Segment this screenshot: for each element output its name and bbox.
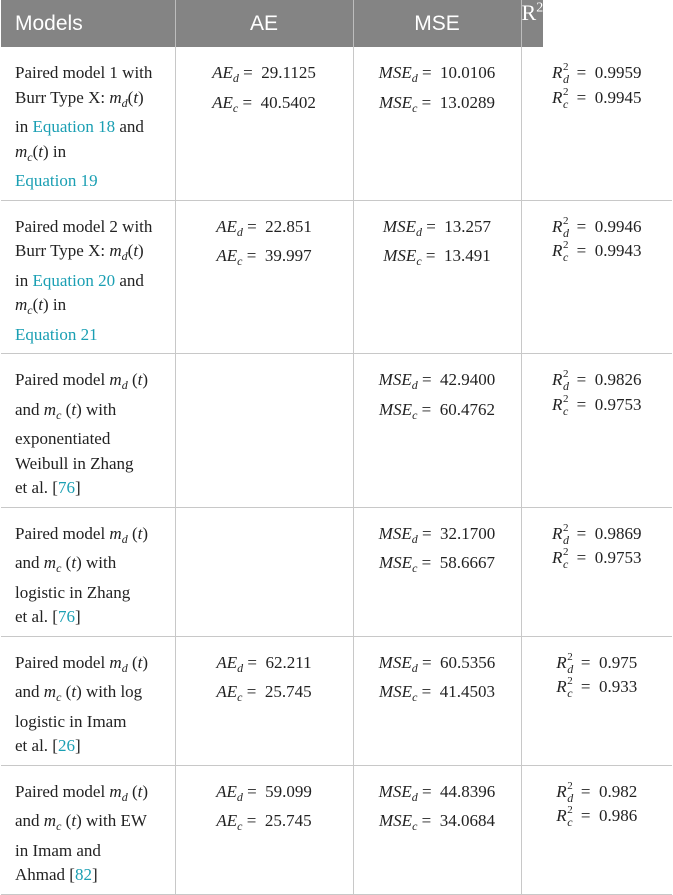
- model-line: Burr Type X: $m_d(t)$: [15, 241, 144, 263]
- mse-d-value: $MSE_d = 10.0106$: [378, 63, 496, 85]
- mse-c-value: $MSE_c = 13.491$: [383, 246, 491, 268]
- ae-d-value: $AE_d = 22.851$: [216, 216, 312, 239]
- mse-c-value: $MSE_c = 60.4762$: [379, 399, 495, 422]
- r2-c-value: R 2 c = 0.9753: [552, 392, 642, 418]
- r2-c-value: R 2 c = 0.9943: [552, 239, 642, 264]
- mse-cell: [353, 765, 521, 894]
- model-description: [1, 507, 175, 636]
- r2-cell: [521, 765, 672, 894]
- model-line: Equation 19: [15, 171, 98, 190]
- r2-d-value: R 2 d = 0.975: [556, 650, 638, 676]
- model-line: Paired model $m_d$ (t): [15, 370, 149, 392]
- ae-cell: [175, 636, 353, 765]
- r2-cell: [521, 47, 672, 200]
- r2-d-value: R 2 d = 0.982: [556, 779, 638, 805]
- model-line: $m_c(t)$ in: [15, 141, 67, 164]
- mse-d-value: $MSE_d = 60.5356$: [378, 652, 496, 675]
- header-models: Models: [1, 0, 175, 47]
- model-line: Paired model $m_d$ (t): [15, 652, 149, 675]
- ae-c-value: $AE_c = 25.745$: [216, 811, 312, 833]
- r2-cell: [521, 636, 672, 765]
- model-line: and $m_c$ (t) with: [15, 399, 117, 422]
- model-line: Paired model $m_d$ (t): [15, 523, 149, 546]
- ae-cell: [175, 200, 353, 354]
- model-line: Burr Type X: $m_d(t)$: [15, 87, 144, 110]
- model-line: and $m_c$ (t) with: [15, 553, 117, 575]
- model-line: $m_c(t)$ in: [15, 295, 67, 317]
- table-row: [1, 200, 672, 354]
- ae-d-value: $AE_d = 29.1125$: [212, 63, 316, 85]
- header-row: [1, 0, 672, 47]
- ae-cell: [175, 47, 353, 200]
- r2-cell: [521, 507, 672, 636]
- mse-d-value: $MSE_d = 44.8396$: [378, 781, 496, 804]
- model-line: and $m_c$ (t) with EW: [15, 811, 147, 833]
- table-row: [1, 354, 672, 508]
- r2-c-value: R 2 c = 0.9945: [552, 85, 642, 111]
- mse-c-value: $MSE_c = 34.0684$: [379, 811, 495, 833]
- model-line: in Imam and: [15, 840, 101, 860]
- r2-c-value: R 2 c = 0.933: [556, 675, 638, 700]
- ae-c-value: $AE_c = 39.997$: [216, 246, 312, 268]
- table-row: [1, 636, 672, 765]
- table-row: [1, 47, 672, 200]
- table-row: [1, 507, 672, 636]
- mse-d-value: $MSE_d = 13.257$: [382, 216, 492, 239]
- table-row: [1, 765, 672, 894]
- mse-cell: [353, 507, 521, 636]
- mse-c-value: $MSE_c = 13.0289$: [379, 92, 495, 115]
- r2-d-value: R 2 d = 0.9826: [552, 368, 642, 393]
- r2-c-value: R 2 c = 0.9753: [552, 546, 642, 571]
- mse-cell: [353, 636, 521, 765]
- model-line: exponentiated: [15, 429, 111, 448]
- model-line: et al. [76]: [15, 478, 81, 497]
- model-line: Paired model $m_d$ (t): [15, 781, 149, 804]
- model-line: and $m_c$ (t) with log: [15, 682, 143, 704]
- model-line: et al. [26]: [15, 736, 81, 755]
- r2-c-value: R 2 c = 0.986: [556, 804, 638, 829]
- model-line: et al. [76]: [15, 607, 81, 626]
- r2-d-value: R 2 d = 0.9869: [552, 521, 642, 547]
- header-r2: $R^2$: [522, 0, 544, 47]
- model-line: Weibull in Zhang: [15, 453, 134, 473]
- model-description: [1, 765, 175, 894]
- model-description: [1, 47, 175, 200]
- mse-c-value: $MSE_c = 58.6667$: [379, 553, 495, 575]
- model-line: logistic in Zhang: [15, 582, 131, 602]
- model-line: Equation 21: [15, 324, 98, 344]
- mse-cell: [353, 200, 521, 354]
- ae-c-value: $AE_c = 40.5402$: [212, 92, 316, 115]
- model-line: in Equation 18 and: [15, 117, 144, 136]
- ae-d-value: $AE_d = 62.211$: [216, 652, 312, 675]
- mse-c-value: $MSE_c = 41.4503$: [379, 682, 495, 704]
- model-line: Paired model 2 with: [15, 216, 153, 236]
- mse-cell: [353, 47, 521, 200]
- model-line: Ahmad [82]: [15, 865, 98, 884]
- model-description: [1, 200, 175, 354]
- r2-d-value: R 2 d = 0.9959: [552, 61, 642, 86]
- ae-cell: [175, 765, 353, 894]
- ae-cell: [175, 354, 353, 508]
- model-line: Paired model 1 with: [15, 63, 153, 82]
- r2-cell: [521, 200, 672, 354]
- mse-cell: [353, 354, 521, 508]
- model-line: logistic in Imam: [15, 711, 127, 731]
- r2-cell: [521, 354, 672, 508]
- mse-d-value: $MSE_d = 32.1700$: [378, 523, 496, 546]
- ae-d-value: $AE_d = 59.099$: [216, 781, 312, 804]
- mse-d-value: $MSE_d = 42.9400$: [378, 370, 496, 392]
- header-mse: MSE: [353, 0, 521, 47]
- model-description: [1, 354, 175, 508]
- model-description: [1, 636, 175, 765]
- ae-cell: [175, 507, 353, 636]
- ae-c-value: $AE_c = 25.745$: [216, 682, 312, 704]
- header-ae: AE: [175, 0, 353, 47]
- comparison-table: [1, 0, 672, 895]
- r2-d-value: R 2 d = 0.9946: [552, 214, 642, 240]
- model-line: in Equation 20 and: [15, 270, 144, 290]
